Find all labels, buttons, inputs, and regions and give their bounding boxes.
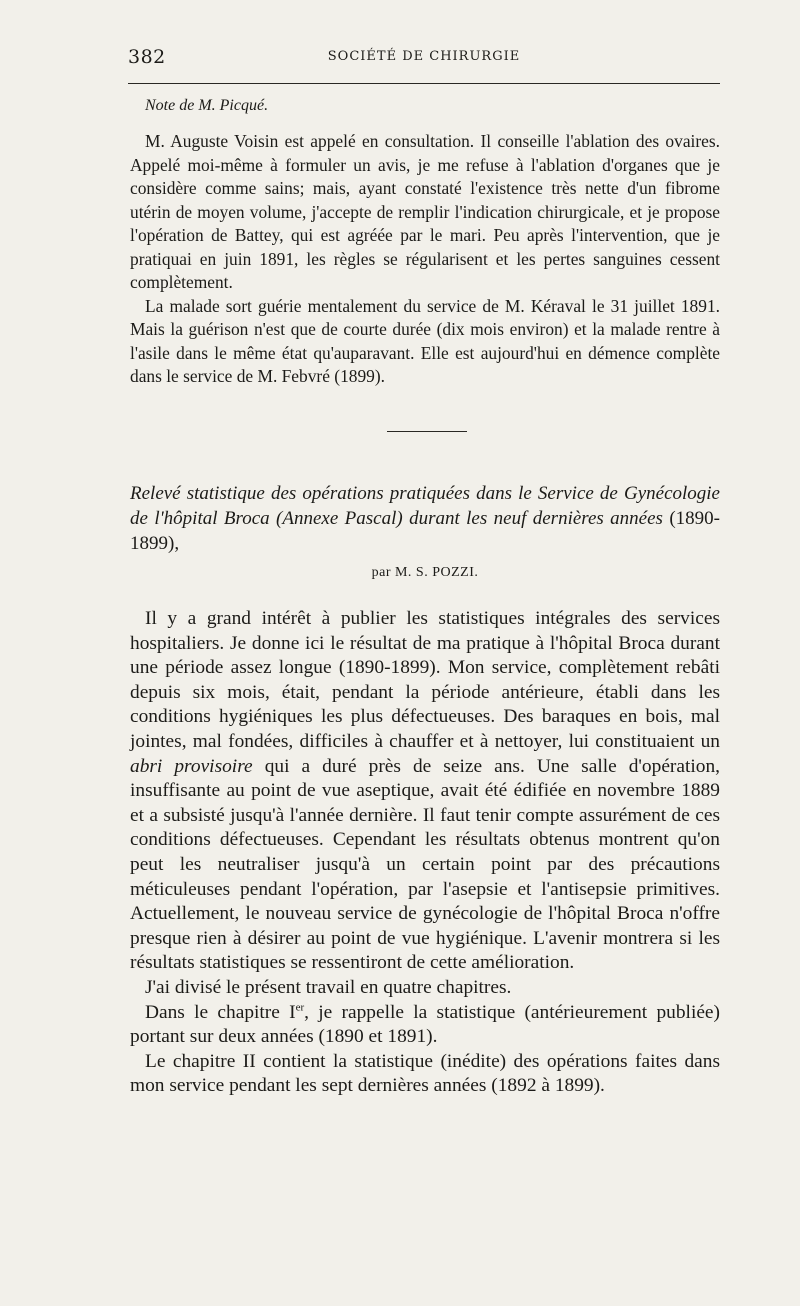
header-rule [128, 83, 720, 84]
article-title-text: Relevé statistique des opérations pratiquées dans le Service de Gynécologie de l'hôpital Broca (Annexe Pascal) durant les neuf dernières années [130, 483, 720, 529]
section-divider [387, 431, 467, 432]
article-title-dates: (1890-1899), [130, 508, 721, 554]
body-text-run: Dans le chapitre I [145, 1001, 296, 1023]
body-text-run: qui a duré près de seize ans. Une salle d'opération, insuffisante au point de vue aseptique, avait été édifiée en novembre 1889 et a subsisté jusqu'à l'année dernière. Il faut tenir compte assurément de ces conditions défectueuses. Cependant les résultats obtenus montrent qu'on peut les neutraliser jusqu'à un certain point par des précautions méticuleuses pendant l'opération, par l'asepsie et l'antisepsie primitives. Actuellement, le nouveau service de gynécologie de l'hôpital Broca n'offre presque rien à désirer au point de vue hygiénique. L'avenir montrera si les résultats statistiques se ressentiront de cette amélioration. [130, 755, 720, 974]
article-body [130, 607, 720, 1099]
page-number: 382 [128, 46, 166, 68]
running-title: SOCIÉTÉ DE CHIRURGIE [327, 49, 521, 64]
note-paragraph: La malade sort guérie mentalement du service de M. Kéraval le 31 juillet 1891. Mais la guérison n'est que de courte durée (dix mois environ) et la malade rentre à l'asile dans le même état qu'auparavant. Elle est aujourd'hui en démence complète dans le service de M. Febvré (1899). [130, 295, 720, 386]
superscript: er [295, 1001, 305, 1014]
byline: par M. S. POZZI. [371, 565, 479, 580]
note-section [130, 130, 720, 389]
body-text-run: Il y a grand intérêt à publier les statistiques intégrales des services hospitaliers. Je donne ici le résultat de ma pratique à l'hôpital Broca durant une période assez longue (1890-1899). Mon service, complètement rebâti depuis six mois, était, pendant la période antérieure, établi dans les conditions hygiéniques les plus défectueuses. Des baraques en bois, mal jointes, mal fondées, difficiles à chauffer et à nettoyer, lui constituaient un [130, 608, 720, 752]
note-paragraph: M. Auguste Voisin est appelé en consultation. Il conseille l'ablation des ovaires. Appelé moi-même à formuler un avis, je me refuse à l'ablation d'organes que je considère comme sains; mais, ayant constaté l'existence très nette d'un fibrome utérin de moyen volume, j'accepte de remplir l'indication chirurgicale, et je propose l'opération de Battey, qui est agréée par le mari. Peu après l'intervention, que je pratiquai en juin 1891, les règles se régularisent et les pertes sanguines cessent complètement. [130, 131, 720, 292]
page-header [128, 46, 720, 72]
article-title [130, 481, 720, 556]
body-paragraph: Le chapitre II contient la statistique (inédite) des opérations faites dans mon service pendant les sept dernières années (1892 à 1899). [130, 1050, 720, 1097]
body-paragraph [130, 607, 720, 976]
note-title: Note de M. Picqué. [145, 97, 269, 114]
body-paragraph [130, 1001, 720, 1050]
body-italic-run: abri provisoire [130, 755, 253, 777]
body-text-run: , je rappelle la statistique (antérieurement publiée) portant sur deux années (1890 et 1891). [130, 1001, 720, 1048]
body-paragraph: J'ai divisé le présent travail en quatre chapitres. [145, 976, 512, 998]
